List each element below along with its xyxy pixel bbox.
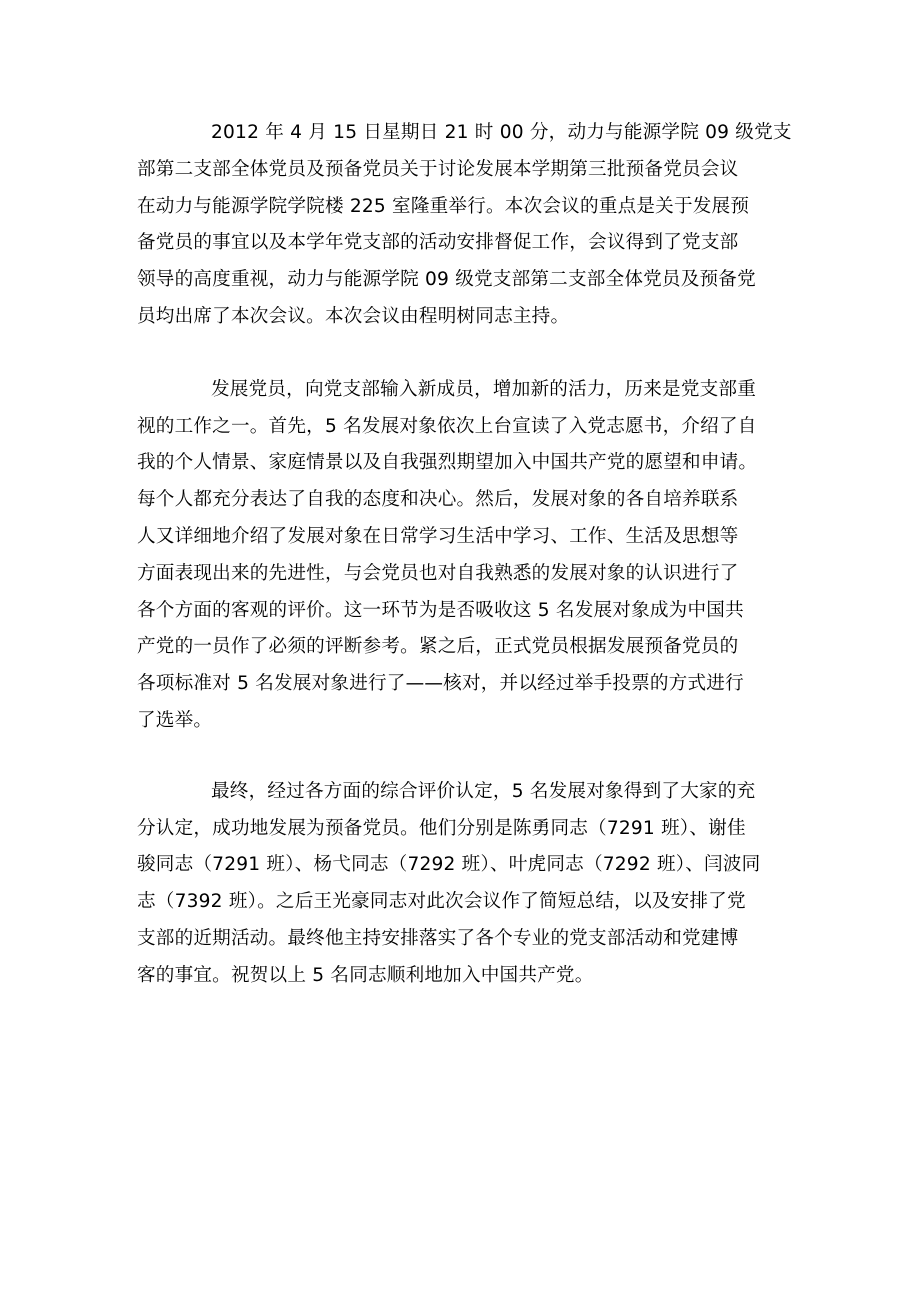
paragraph-line: 备党员的事宜以及本学年党支部的活动安排督促工作，会议得到了党支部	[137, 232, 739, 254]
paragraph-line: 最终，经过各方面的综合评价认定，5 名发展对象得到了大家的充	[211, 780, 756, 802]
paragraph-line: 方面表现出来的先进性，与会党员也对自我熟悉的发展对象的认识进行了	[137, 562, 739, 584]
paragraph-line: 每个人都充分表达了自我的态度和决心。然后，发展对象的各自培养联系	[137, 489, 739, 511]
paragraph-meeting-result	[137, 774, 787, 995]
paragraph-line: 支部的近期活动。最终他主持安排落实了各个专业的党支部活动和党建博	[137, 927, 739, 949]
paragraph-line: 志（7392 班）。之后王光豪同志对此次会议作了简短总结，以及安排了党	[137, 891, 746, 913]
paragraph-line: 产党的一员作了必须的评断参考。紧之后，正式党员根据发展预备党员的	[137, 636, 739, 658]
paragraph-line: 视的工作之一。首先，5 名发展对象依次上台宣读了入党志愿书，介绍了自	[137, 415, 757, 437]
paragraph-line: 发展党员，向党支部输入新成员，增加新的活力，历来是党支部重	[211, 378, 757, 400]
paragraph-member-development	[137, 372, 787, 740]
paragraph-line: 客的事宜。祝贺以上 5 名同志顺利地加入中国共产党。	[137, 964, 594, 986]
paragraph-line: 人又详细地介绍了发展对象在日常学习生活中学习、工作、生活及思想等	[137, 525, 739, 547]
document-body	[137, 115, 792, 995]
paragraph-line: 2012 年 4 月 15 日星期日 21 时 00 分，动力与能源学院 09 级党支	[211, 122, 792, 143]
paragraph-line: 各项标准对 5 名发展对象进行了——核对，并以经过举手投票的方式进行	[137, 673, 744, 695]
paragraph-line: 骏同志（7291 班）、杨弋同志（7292 班）、叶虎同志（7292 班）、闫波同	[137, 854, 761, 876]
paragraph-line: 领导的高度重视，动力与能源学院 09 级党支部第二支部全体党员及预备党	[137, 269, 756, 291]
paragraph-line: 在动力与能源学院学院楼 225 室隆重举行。本次会议的重点是关于发展预	[137, 195, 750, 217]
paragraph-line: 部第二支部全体党员及预备党员关于讨论发展本学期第三批预备党员会议	[137, 158, 739, 180]
paragraph-line: 我的个人情景、家庭情景以及自我强烈期望加入中国共产党的愿望和申请。	[137, 452, 758, 474]
paragraph-line: 分认定，成功地发展为预备党员。他们分别是陈勇同志（7291 班）、谢佳	[137, 817, 746, 839]
paragraph-line: 员均出席了本次会议。本次会议由程明树同志主持。	[137, 305, 570, 327]
paragraph-line: 各个方面的客观的评价。这一环节为是否吸收这 5 名发展对象成为中国共	[137, 599, 744, 621]
paragraph-line: 了选举。	[137, 709, 213, 731]
paragraph-meeting-overview	[137, 115, 792, 336]
